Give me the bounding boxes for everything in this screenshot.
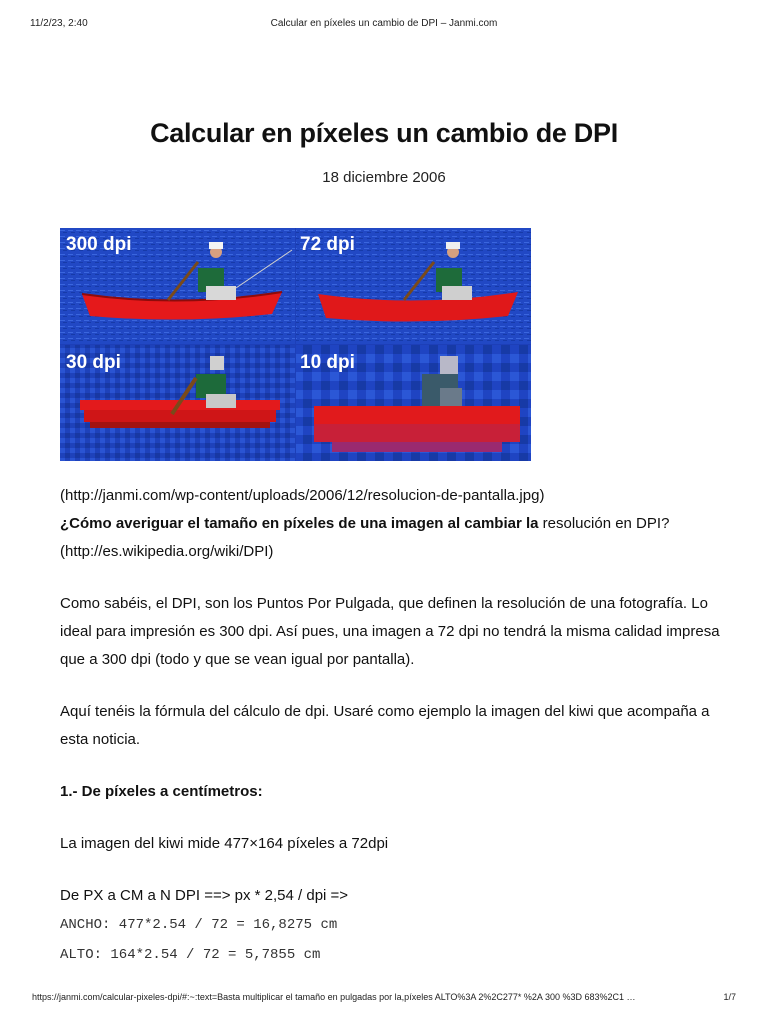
print-datetime: 11/2/23, 2:40 <box>30 18 88 29</box>
print-url: https://janmi.com/calcular-pixeles-dpi/#:~:text=Basta multiplicar el tamaño en pulgadas por la,píxeles ALTO%3A 2%2C277* %2A 300 %3D 683%2C1 … <box>32 992 636 1002</box>
section-heading-px-to-cm <box>60 778 720 806</box>
section-heading-text: 1.- De píxeles a centímetros: <box>60 783 263 800</box>
panel-30dpi <box>60 345 295 461</box>
height-calculation: ALTO: 164*2.54 / 72 = 5,7855 cm <box>60 947 321 963</box>
print-footer <box>0 992 768 1006</box>
print-header <box>0 18 768 32</box>
label-30dpi: 30 dpi <box>66 352 121 373</box>
panel-10dpi <box>296 345 531 461</box>
print-doc-title: Calcular en píxeles un cambio de DPI – Janmi.com <box>270 18 498 29</box>
dpi-comparison-image <box>60 228 531 461</box>
page-number: 1/7 <box>723 992 736 1002</box>
question-rest: resolución en DPI? <box>538 515 670 532</box>
wiki-link[interactable]: (http://es.wikipedia.org/wiki/DPI) <box>60 543 274 560</box>
paragraph-formula-intro: Aquí tenéis la fórmula del cálculo de dpi. Usaré como ejemplo la imagen del kiwi que acompaña a esta noticia. <box>60 703 710 748</box>
article-title: Calcular en píxeles un cambio de DPI <box>150 118 618 148</box>
kiwi-size-text: La imagen del kiwi mide 477×164 píxeles a 72dpi <box>60 835 389 852</box>
formula-text: De PX a CM a N DPI ==> px * 2,54 / dpi => <box>60 887 349 904</box>
panel-72dpi <box>296 228 531 344</box>
question-line <box>60 510 720 538</box>
label-72dpi: 72 dpi <box>300 234 355 255</box>
article-body <box>60 482 720 970</box>
width-calculation: ANCHO: 477*2.54 / 72 = 16,8275 cm <box>60 917 338 933</box>
paragraph-dpi-intro: Como sabéis, el DPI, son los Puntos Por Pulgada, que definen la resolución de una fotografía. Lo ideal para impresión es 300 dpi. Así pues, una imagen a 72 dpi no tendrá la misma calidad impresa que a 300 dpi (todo y que se vean igual por pantalla). <box>60 595 720 668</box>
article-date: 18 diciembre 2006 <box>322 169 446 186</box>
label-10dpi: 10 dpi <box>300 352 355 373</box>
panel-300dpi <box>60 228 295 344</box>
image-link[interactable]: (http://janmi.com/wp-content/uploads/2006/12/resolucion-de-pantalla.jpg) <box>60 487 545 504</box>
label-300dpi: 300 dpi <box>66 234 132 255</box>
question-bold: ¿Cómo averiguar el tamaño en píxeles de una imagen al cambiar la <box>60 515 539 532</box>
